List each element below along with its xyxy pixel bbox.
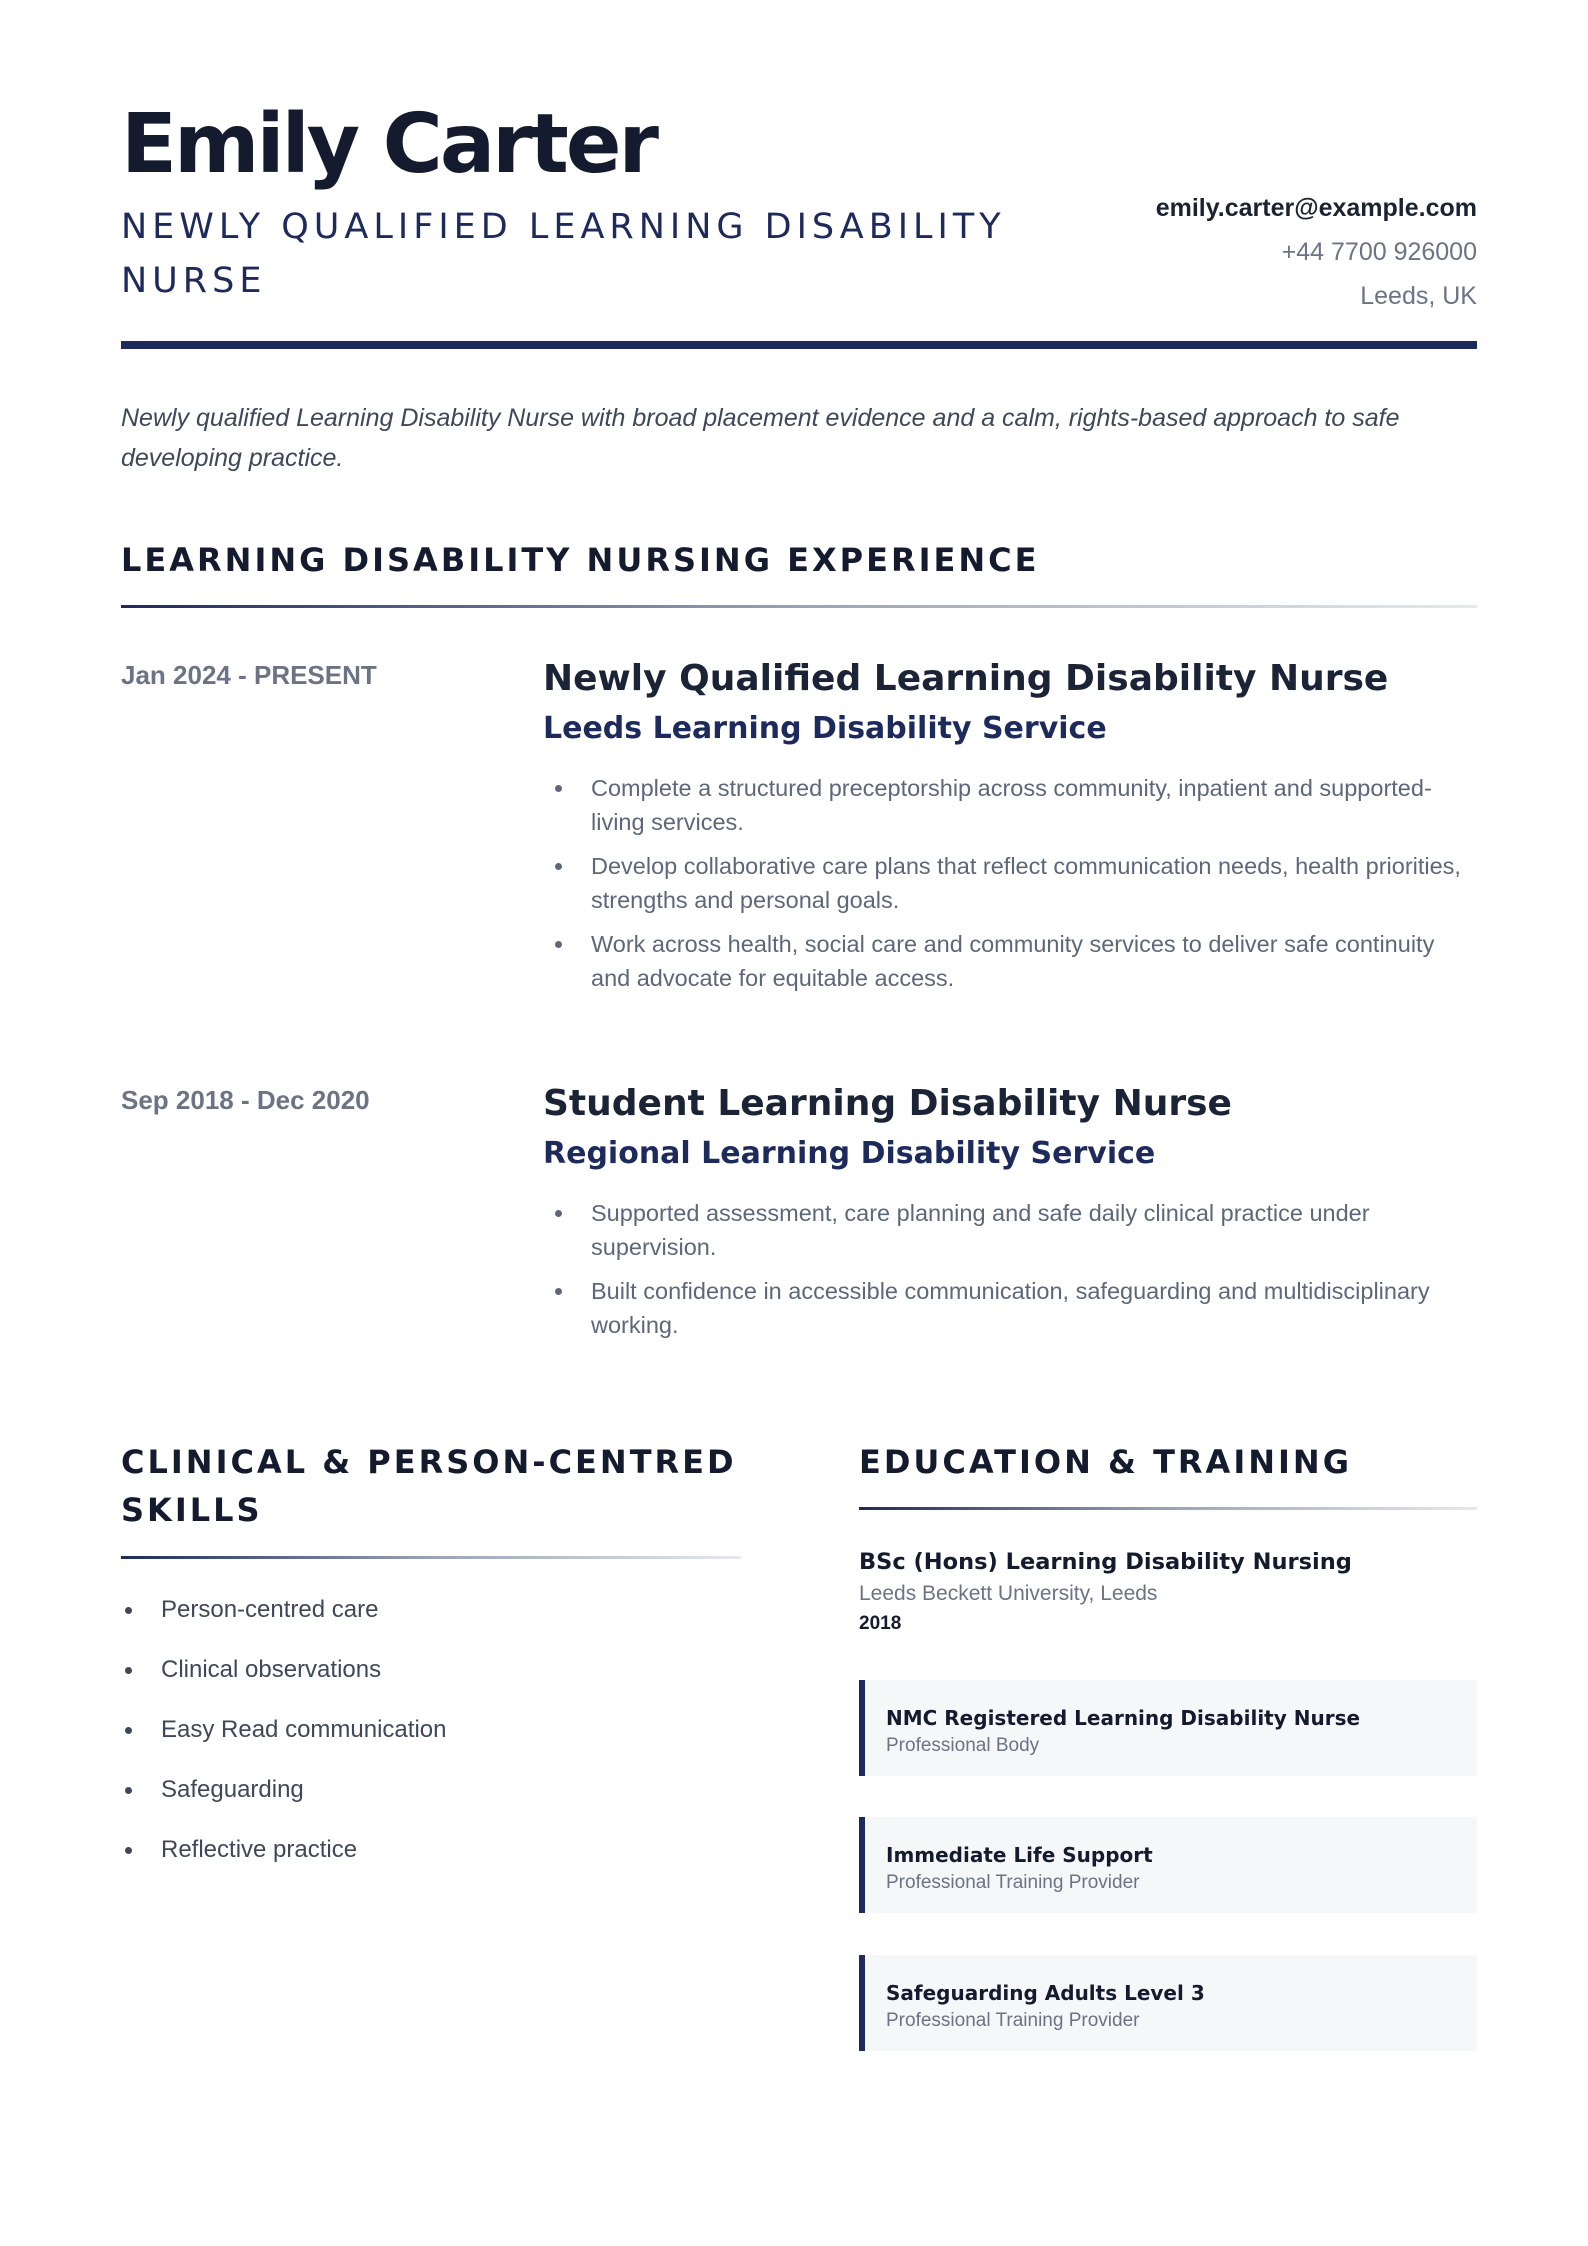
job-dates: Jan 2024 - PRESENT <box>121 660 377 690</box>
certification-card <box>859 1680 1477 1776</box>
experience-divider <box>121 605 1477 608</box>
job-organization: Leeds Learning Disability Service <box>543 711 1107 746</box>
skills-title-line-2: SKILLS <box>121 1491 263 1529</box>
header-divider <box>121 341 1477 349</box>
degree-title: BSc (Hons) Learning Disability Nursing <box>859 1549 1352 1575</box>
job-organization: Regional Learning Disability Service <box>543 1136 1156 1171</box>
certification-card <box>859 1955 1477 2051</box>
skill-item: Easy Read communication <box>121 1712 741 1748</box>
phone-number: +44 7700 926000 <box>1281 238 1477 266</box>
job-dates: Sep 2018 - Dec 2020 <box>121 1085 370 1115</box>
education-divider <box>859 1507 1477 1510</box>
job-bullet-list <box>543 771 1473 995</box>
experience-section-title: LEARNING DISABILITY NURSING EXPERIENCE <box>121 541 1040 579</box>
skill-item: Reflective practice <box>121 1832 741 1868</box>
skills-divider <box>121 1556 741 1559</box>
job-details <box>543 655 1473 1005</box>
role-line-1: NEWLY QUALIFIED LEARNING DISABILITY <box>121 207 1006 247</box>
location: Leeds, UK <box>1360 282 1477 310</box>
certification-title: Safeguarding Adults Level 3 <box>886 1981 1205 2005</box>
certification-issuer: Professional Training Provider <box>886 1872 1140 1893</box>
contact-block <box>1156 186 1477 318</box>
skill-item: Person-centred care <box>121 1592 741 1628</box>
job-bullet-list <box>543 1196 1473 1342</box>
job-bullet: Develop collaborative care plans that reflect communication needs, health priorities, strengths and personal goals. <box>543 849 1473 917</box>
job-title: Newly Qualified Learning Disability Nurse <box>543 658 1389 699</box>
role-line-2: NURSE <box>121 261 267 301</box>
degree-entry <box>859 1545 1479 1639</box>
degree-year: 2018 <box>859 1613 902 1634</box>
profile-summary: Newly qualified Learning Disability Nurse with broad placement evidence and a calm, rights-based approach to safe developing practice. <box>121 404 1400 472</box>
certification-card <box>859 1817 1477 1913</box>
skills-list <box>121 1592 741 1892</box>
job-role-title <box>121 200 1081 308</box>
degree-school: Leeds Beckett University, Leeds <box>859 1582 1158 1605</box>
job-bullet: Complete a structured preceptorship across community, inpatient and supported-living services. <box>543 771 1473 839</box>
job-title: Student Learning Disability Nurse <box>543 1083 1232 1124</box>
certification-title: NMC Registered Learning Disability Nurse <box>886 1706 1361 1730</box>
email-address[interactable]: emily.carter@example.com <box>1155 194 1477 222</box>
skill-item: Safeguarding <box>121 1772 741 1808</box>
skills-section-title <box>121 1438 761 1534</box>
candidate-name: Emily Carter <box>121 97 656 192</box>
education-section-title: EDUCATION & TRAINING <box>859 1443 1352 1481</box>
skills-title-line-1: CLINICAL & PERSON-CENTRED <box>121 1443 737 1481</box>
job-details <box>543 1080 1473 1352</box>
certification-title: Immediate Life Support <box>886 1843 1153 1867</box>
job-bullet: Supported assessment, care planning and safe daily clinical practice under supervision. <box>543 1196 1473 1264</box>
certification-issuer: Professional Body <box>886 1735 1040 1756</box>
job-bullet: Built confidence in accessible communication, safeguarding and multidisciplinary working. <box>543 1274 1473 1342</box>
job-bullet: Work across health, social care and community services to deliver safe continuity and advocate for equitable access. <box>543 927 1473 995</box>
skill-item: Clinical observations <box>121 1652 741 1688</box>
certification-issuer: Professional Training Provider <box>886 2010 1140 2031</box>
